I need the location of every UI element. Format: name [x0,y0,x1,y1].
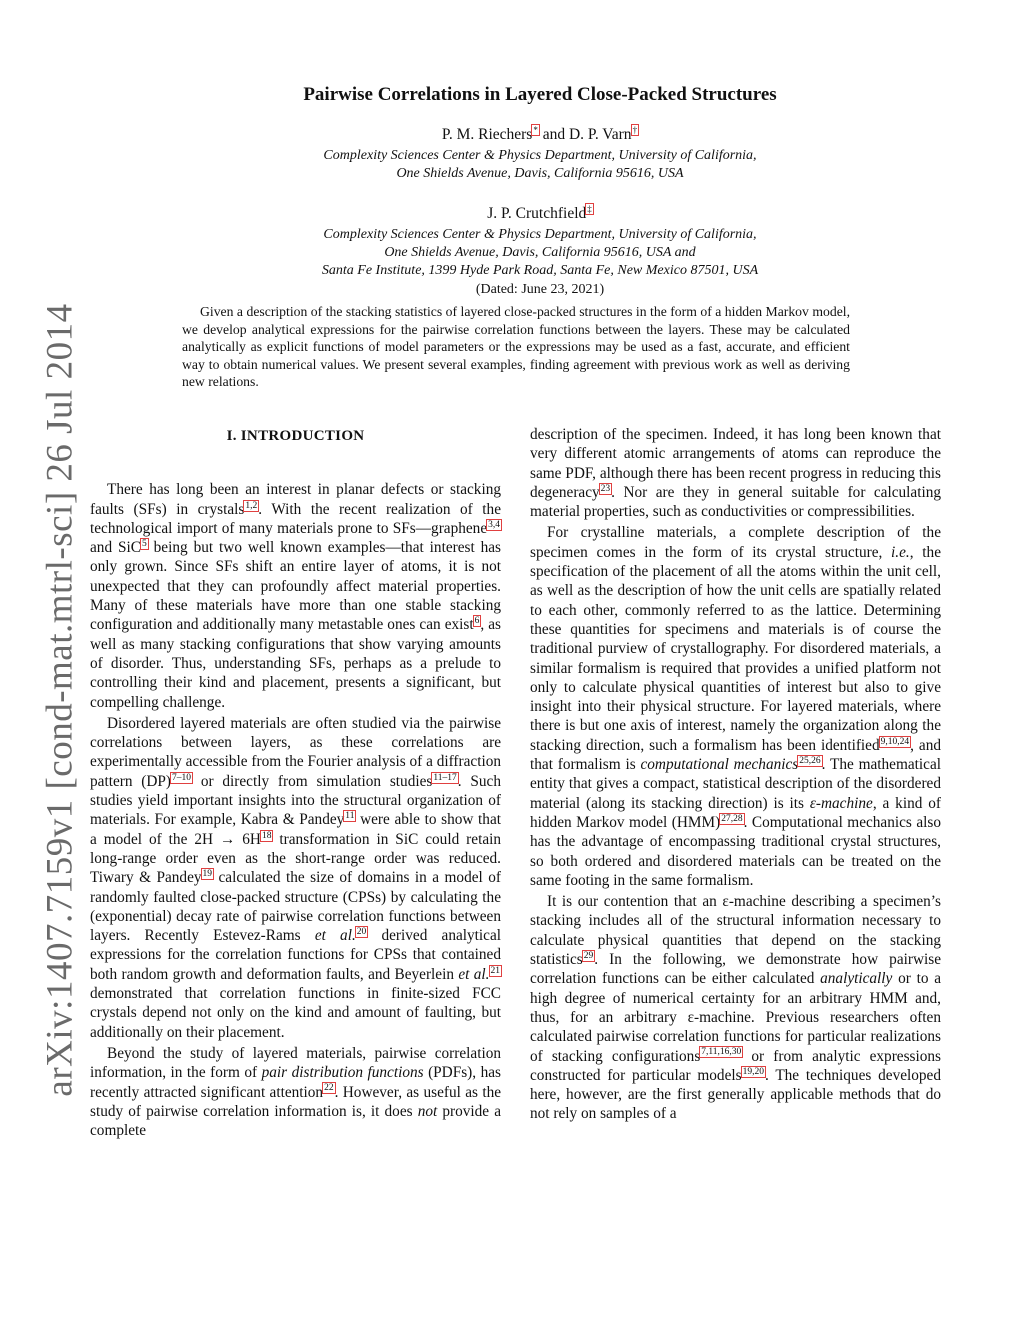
citation-link[interactable]: 5 [141,539,147,550]
citation-link[interactable]: 7,11,16,30 [701,1047,742,1058]
citation-link[interactable]: 19 [202,869,213,880]
paragraph: For crystalline materials, a complete description of the specimen comes in the form of its crystal structure, i.e., the specification of the placement of all the atoms within the unit cell, as well as the description of how the unit cells are spatially related to each other, commonly referred to as the lattice. Determining these quantities for specimens and materials is of course the traditional purview of crystallography. For disordered materials, a similar formalism is required that provides a unified platform not only to calculate physical quantities of interest but also to give insight into their physical structure. For layered materials, where there is but one axis of interest, namely the organization along the stacking direction, such a formalism has been identified$^{9,10,24}$, and that formalism is computational mechanics$^{25,26}$. The mathematical entity that gives a compact, statistical description of the disordered material (along its stacking direction) is its ε-machine, a kind of hidden Markov model (HMM)$^{27,28}$. Computational mechanics also has the advantage of encompassing traditional crystal structures, so both ordered and disordered materials can be treated on the same footing in the same formalism. [530,524,941,889]
citation-link[interactable]: 25,26 [799,755,821,766]
affiliation-line: One Shields Avenue, Davis, California 95616, USA [396,166,684,181]
paragraph: Disordered layered materials are often studied via the pairwise correlations between layers, as these correlations are experimentally accessible from the Fourier analysis of a diffraction pattern (DP)$^{7-10}$ or directly from simulation studies$^{11-17}$. Such studies yield important insights into the structural organization of materials. For example, Kabra & Pandey$^{11}$ were able to show that a model of the $2H \to 6H^{18}$ transformation in SiC could retain long-range order even as the short-range order was reduced. Tiwary & Pandey$^{19}$ calculated the size of domains in a model of randomly faulted close-packed structure (CPSs) by calculating the (exponential) decay rate of pairwise correlation functions between layers. Recently Estevez-Rams et al.$^{20}$ derived analytical expressions for the correlation functions for CPSs that contained both random growth and deformation faults, and Beyerlein et al.$^{21}$ demonstrated that correlation functions in finite-sized FCC crystals depend not only on the kind and amount of faulting, but additionally on their placement. [90,714,502,1041]
author-line-2 [170,205,910,223]
footnote-link[interactable]: ‡ [587,203,592,214]
citation-link[interactable]: 11–17 [433,772,457,783]
citation-link[interactable]: 18 [261,830,272,841]
citation-link[interactable]: 1,2 [245,500,258,511]
section-heading: I. INTRODUCTION [226,428,365,444]
citation-link[interactable]: 20 [356,927,367,938]
date-line: (Dated: June 23, 2021) [475,282,605,297]
citation-link[interactable]: 22 [324,1083,334,1094]
arxiv-identifier: arXiv:1407.7159v1 [cond-mat.mtrl-sci] 26 Jul 2014 [39,303,81,1097]
citation-link[interactable]: 9,10,24 [880,736,910,747]
left-column [90,425,501,1142]
author-line-1 [170,126,910,144]
author-name: P. M. Riechers [441,126,533,143]
affiliation-line: Complexity Sciences Center & Physics Department, University of California, [323,227,757,242]
footnote-link[interactable]: † [632,124,638,135]
author-name: J. P. Crutchfield [487,205,587,222]
affiliation-line: Complexity Sciences Center & Physics Department, University of California, [323,148,757,163]
citation-link[interactable]: 6 [474,616,480,627]
affiliation-line: One Shields Avenue, Davis, California 95616, USA and [384,245,696,260]
citation-link[interactable]: 7–10 [172,772,192,783]
citation-link[interactable]: 23 [600,483,611,494]
paragraph: description of the specimen. Indeed, it has long been known that very different atomic arrangements of atoms can reproduce the same PDF, although there has been recent progress in reducing this degeneracy$^{23}$. Nor are they in general suitable for calculating material properties, such as conductivities or compressibilities. [530,426,941,521]
paper-header [170,84,910,298]
right-column [530,425,941,1126]
citation-link[interactable]: 29 [583,950,594,961]
citation-link[interactable]: 3,4 [488,519,500,530]
paper-title: Pairwise Correlations in Layered Close-Packed Structures [303,84,777,105]
paragraph: There has long been an interest in planar defects or stacking faults (SFs) in crystals$^{1,2}$. With the recent realization of the technological import of many materials prone to SFs—graphene$^{3,4}$ and SiC$^5$ being but two well known examples—that interest has only grown. Since SFs shift an entire layer of atoms, it is not unexpected that they can profoundly affect material properties. Many of these materials have more than one stable stacking configuration and additionally many metastable ones can exist$^6$, as well as many stacking configurations that show varying amounts of disorder. Thus, understanding SFs, perhaps as a prelude to controlling their kind and placement, presents a significant, but compelling challenge. [90,481,502,711]
abstract: Given a description of the stacking statistics of layered close-packed structures in the form of a hidden Markov model, we develop analytical expressions for the pairwise correlation functions between the layers. These may be calculated analytically as explicit functions of model parameters or the expressions may be used as a fast, accurate, and efficient way to obtain numerical values. We present several examples, finding agreement with previous work as well as deriving new relations. [182,304,850,390]
citation-link[interactable]: 27,28 [721,813,743,824]
paragraph: It is our contention that an ε-machine describing a specimen’s stacking includes all of the structural information necessary to calculate physical quantities that depend on the stacking statistics$^{29}$. In the following, we demonstrate how pairwise correlation functions can be either calculated analytically or to a high degree of numerical certainty for an arbitrary HMM and, thus, for an arbitrary ε-machine. Previous researchers often calculated pairwise correlation functions for particular realizations of stacking configurations$^{7,11,16,30}$ or from analytic expressions constructed for particular models$^{19,20}$. The techniques developed here, however, are the first generally applicable methods that do not rely on samples of a [530,893,942,1123]
affiliation-line: Santa Fe Institute, 1399 Hyde Park Road, Santa Fe, New Mexico 87501, USA [321,263,759,278]
citation-link[interactable]: 21 [490,965,500,976]
citation-link[interactable]: 19,20 [742,1066,764,1077]
footnote-link[interactable]: * [533,124,538,135]
citation-link[interactable]: 11 [345,811,355,822]
paragraph: Beyond the study of layered materials, pairwise correlation information, in the form of pair distribution functions (PDFs), has recently attracted significant attention$^{22}$. However, as useful as the study of pairwise correlation information is, it does not provide a complete [90,1044,502,1140]
author-name: and D. P. Varn [538,126,632,143]
